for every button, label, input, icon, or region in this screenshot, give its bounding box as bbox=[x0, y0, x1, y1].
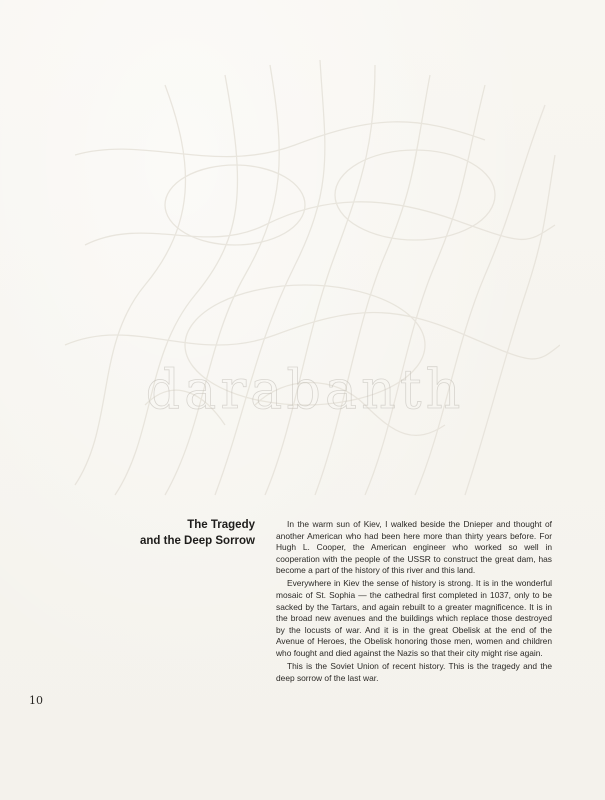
section-heading-line-1: The Tragedy bbox=[187, 519, 255, 531]
body-text bbox=[276, 519, 552, 686]
section-heading bbox=[100, 517, 255, 549]
paragraph: In the warm sun of Kiev, I walked beside the Dnieper and thought of another American who had been here more than thirty years before. For Hugh L. Cooper, the American engineer who worked so well in cooperation with the people of the USSR to construct the great dam, has become a part of the history of this river and this land. bbox=[276, 519, 552, 576]
section-heading-line-2: and the Deep Sorrow bbox=[139, 535, 255, 547]
watermark-text: darabanth bbox=[145, 358, 465, 421]
paragraph: Everywhere in Kiev the sense of history is strong. It is in the wonderful mosaic of St. Sophia — the cathedral first completed in 1037, only to be sacked by the Tartars, and again rebuilt to a greater magnificence. It is in the broad new avenues and the buildings which replace those destroyed by the locusts of war. And it is in the great Obelisk at the end of the Avenue of Heroes, the Obelisk honoring those men, women and children who fought and died against the Nazis so that their city might rise again. bbox=[276, 578, 552, 659]
paragraph: This is the Soviet Union of recent history. This is the tragedy and the deep sorrow of the last war. bbox=[276, 661, 552, 683]
page-number: 10 bbox=[29, 694, 43, 707]
embossed-illustration bbox=[55, 45, 560, 500]
